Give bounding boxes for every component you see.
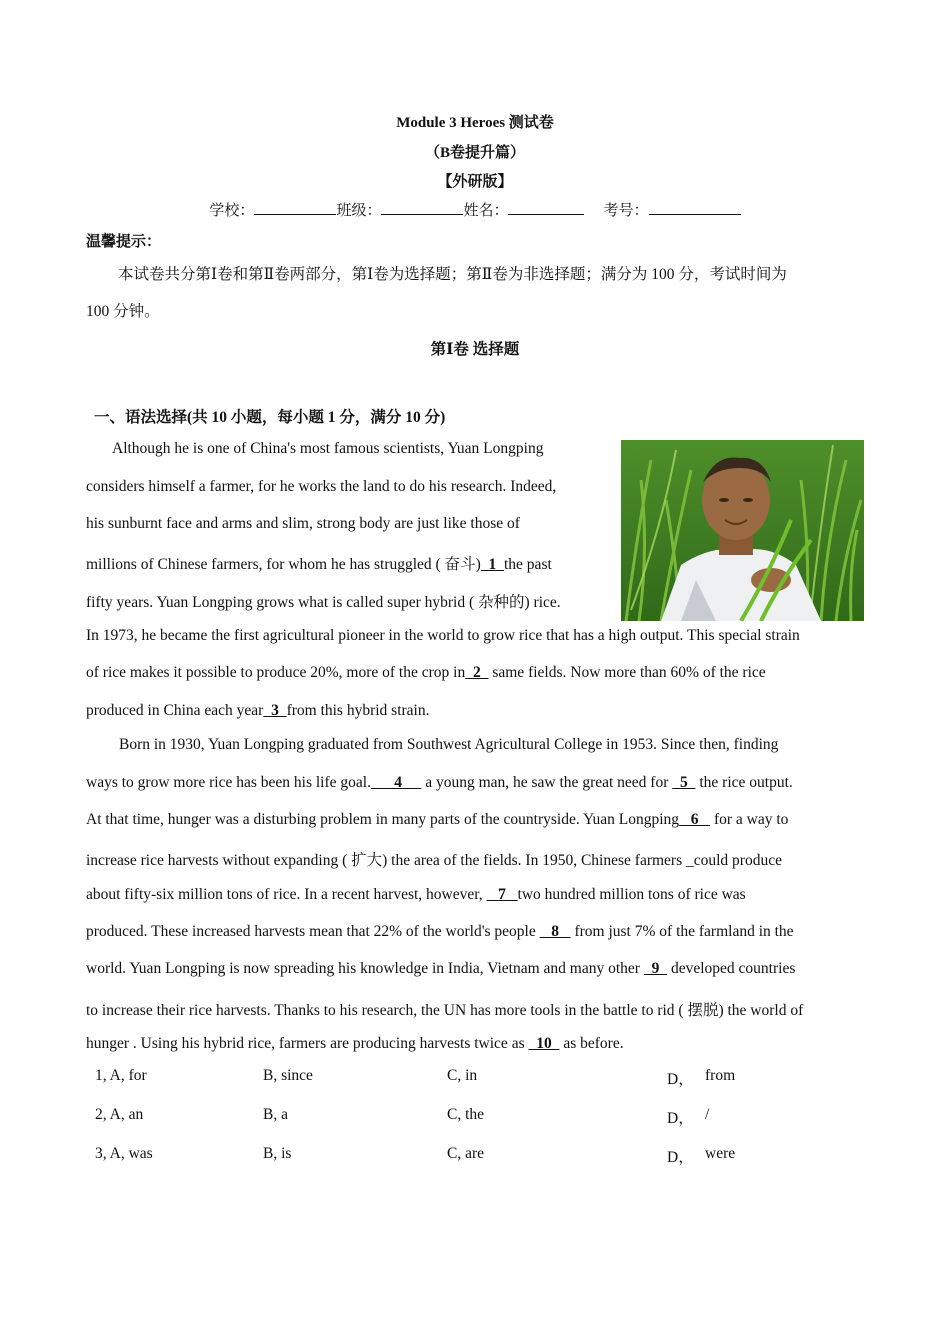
- blank-5: 5: [672, 774, 696, 791]
- blank-2: 2: [465, 664, 489, 681]
- passage-text: of rice makes it possible to produce 20%, more of the crop in: [86, 664, 466, 681]
- page-subtitle: （B卷提升篇）: [424, 145, 525, 161]
- passage-text: as before.: [559, 1035, 624, 1052]
- blank-7: 7: [486, 886, 518, 903]
- option-b[interactable]: B, a: [263, 1106, 288, 1123]
- passage-text: from just 7% of the farmland in the: [570, 923, 794, 940]
- blank-3: 3: [263, 702, 287, 719]
- blank-9: 9: [643, 960, 668, 977]
- passage-text: produced. These increased harvests mean that 22% of the world's people: [86, 923, 540, 940]
- passage-text: world. Yuan Longping is now spreading his knowledge in India, Vietnam and many other: [86, 960, 644, 977]
- hint-text: [86, 256, 871, 330]
- passage-text: produced in China each year: [86, 702, 264, 719]
- passage-line-14: [86, 923, 794, 941]
- passage-line-15: [86, 960, 795, 978]
- hint-text-line2: 100 分钟。: [86, 303, 160, 320]
- page-title: Module 3 Heroes 测试卷: [396, 115, 554, 131]
- passage-line-16: to increase their rice harvests. Thanks to his research, the UN has more tools in the battle to rid ( 摆脱) the world of: [86, 1002, 804, 1019]
- option-d[interactable]: /: [705, 1106, 710, 1123]
- option-d-label: D，: [667, 1110, 694, 1127]
- passage-line-17: [86, 1035, 624, 1053]
- school-label: 学校：: [209, 201, 255, 219]
- passage-line-1: Although he is one of China's most famous scientists, Yuan Longping: [112, 440, 544, 457]
- passage-line-8: [86, 702, 430, 720]
- passage-line-10: [86, 774, 793, 792]
- passage-line-9: Born in 1930, Yuan Longping graduated from Southwest Agricultural College in 1953. Since then, finding: [119, 736, 779, 753]
- school-blank[interactable]: [254, 200, 336, 215]
- passage-line-11: [86, 811, 788, 829]
- passage-line-13: [86, 886, 746, 904]
- hint-heading: 温馨提示：: [86, 232, 162, 250]
- passage-line-4: [86, 552, 552, 574]
- class-blank[interactable]: [381, 200, 463, 215]
- passage-line-2: considers himself a farmer, for he works the land to do his research. Indeed,: [86, 478, 557, 495]
- option-a[interactable]: 2, A, an: [95, 1106, 144, 1123]
- student-info-line: [0, 199, 950, 220]
- passage-text: a young man, he saw the great need for: [421, 774, 673, 791]
- passage-line-3: his sunburnt face and arms and slim, strong body are just like those of: [86, 515, 520, 532]
- blank-6: 6: [679, 811, 711, 828]
- option-c[interactable]: C, the: [447, 1106, 485, 1123]
- option-a[interactable]: 1, A, for: [95, 1067, 147, 1084]
- passage-text: same fields. Now more than 60% of the rice: [488, 664, 766, 681]
- passage-text: for a way to: [710, 811, 789, 828]
- option-c[interactable]: C, in: [447, 1067, 478, 1084]
- passage-text: At that time, hunger was a disturbing problem in many parts of the countryside. Yuan Longping: [86, 811, 680, 828]
- passage-text: two hundred million tons of rice was: [517, 886, 746, 903]
- passage-text: from this hybrid strain.: [286, 702, 430, 719]
- blank-4: 4: [370, 774, 422, 791]
- option-d[interactable]: were: [705, 1145, 736, 1162]
- passage-line-5: fifty years. Yuan Longping grows what is called super hybrid ( 杂种的) rice.: [86, 594, 561, 611]
- option-a[interactable]: 3, A, was: [95, 1145, 153, 1162]
- option-b[interactable]: B, is: [263, 1145, 292, 1162]
- class-label: 班级：: [336, 201, 382, 219]
- name-label: 姓名：: [463, 201, 509, 219]
- option-d[interactable]: from: [705, 1067, 736, 1084]
- passage-text: millions of Chinese farmers, for whom he has struggled ( 奋斗): [86, 556, 481, 573]
- passage-text: about fifty-six million tons of rice. In a recent harvest, however,: [86, 886, 487, 903]
- blank-8: 8: [539, 923, 571, 940]
- name-blank[interactable]: [508, 200, 584, 215]
- rice-field-portrait-image: [621, 440, 864, 621]
- passage-text: hunger . Using his hybrid rice, farmers are producing harvests twice as: [86, 1035, 529, 1052]
- exam-number-blank[interactable]: [649, 200, 741, 215]
- option-d-label: D，: [667, 1071, 694, 1088]
- section-title: 一、语法选择(共 10 小题，每小题 1 分，满分 10 分): [94, 409, 446, 426]
- option-c[interactable]: C, are: [447, 1145, 485, 1162]
- passage-text: developed countries: [667, 960, 796, 977]
- blank-1: 1: [480, 556, 504, 573]
- hint-text-line1: 本试卷共分第Ⅰ卷和第Ⅱ卷两部分，第Ⅰ卷为选择题；第Ⅱ卷为非选择题；满分为 100 分，考试时间为: [118, 266, 787, 283]
- option-d-label: D，: [667, 1149, 694, 1166]
- option-b[interactable]: B, since: [263, 1067, 313, 1084]
- passage-line-7: [86, 664, 766, 682]
- passage-text: the past: [504, 556, 552, 573]
- passage-text: the rice output.: [695, 774, 793, 791]
- passage-line-6: In 1973, he became the first agricultural pioneer in the world to grow rice that has a high output. This special strain: [86, 627, 800, 644]
- yuan-longping-photo: [621, 440, 864, 621]
- volume-title: 第Ⅰ卷 选择题: [430, 341, 520, 358]
- edition-label: 【外研版】: [437, 174, 513, 190]
- exam-number-label: 考号：: [603, 201, 649, 219]
- passage-text: ways to grow more rice has been his life goal.: [86, 774, 371, 791]
- passage-line-12: increase rice harvests without expanding ( 扩大) the area of the fields. In 1950, Chinese farmers _could produce: [86, 852, 782, 869]
- blank-10: 10: [528, 1035, 560, 1052]
